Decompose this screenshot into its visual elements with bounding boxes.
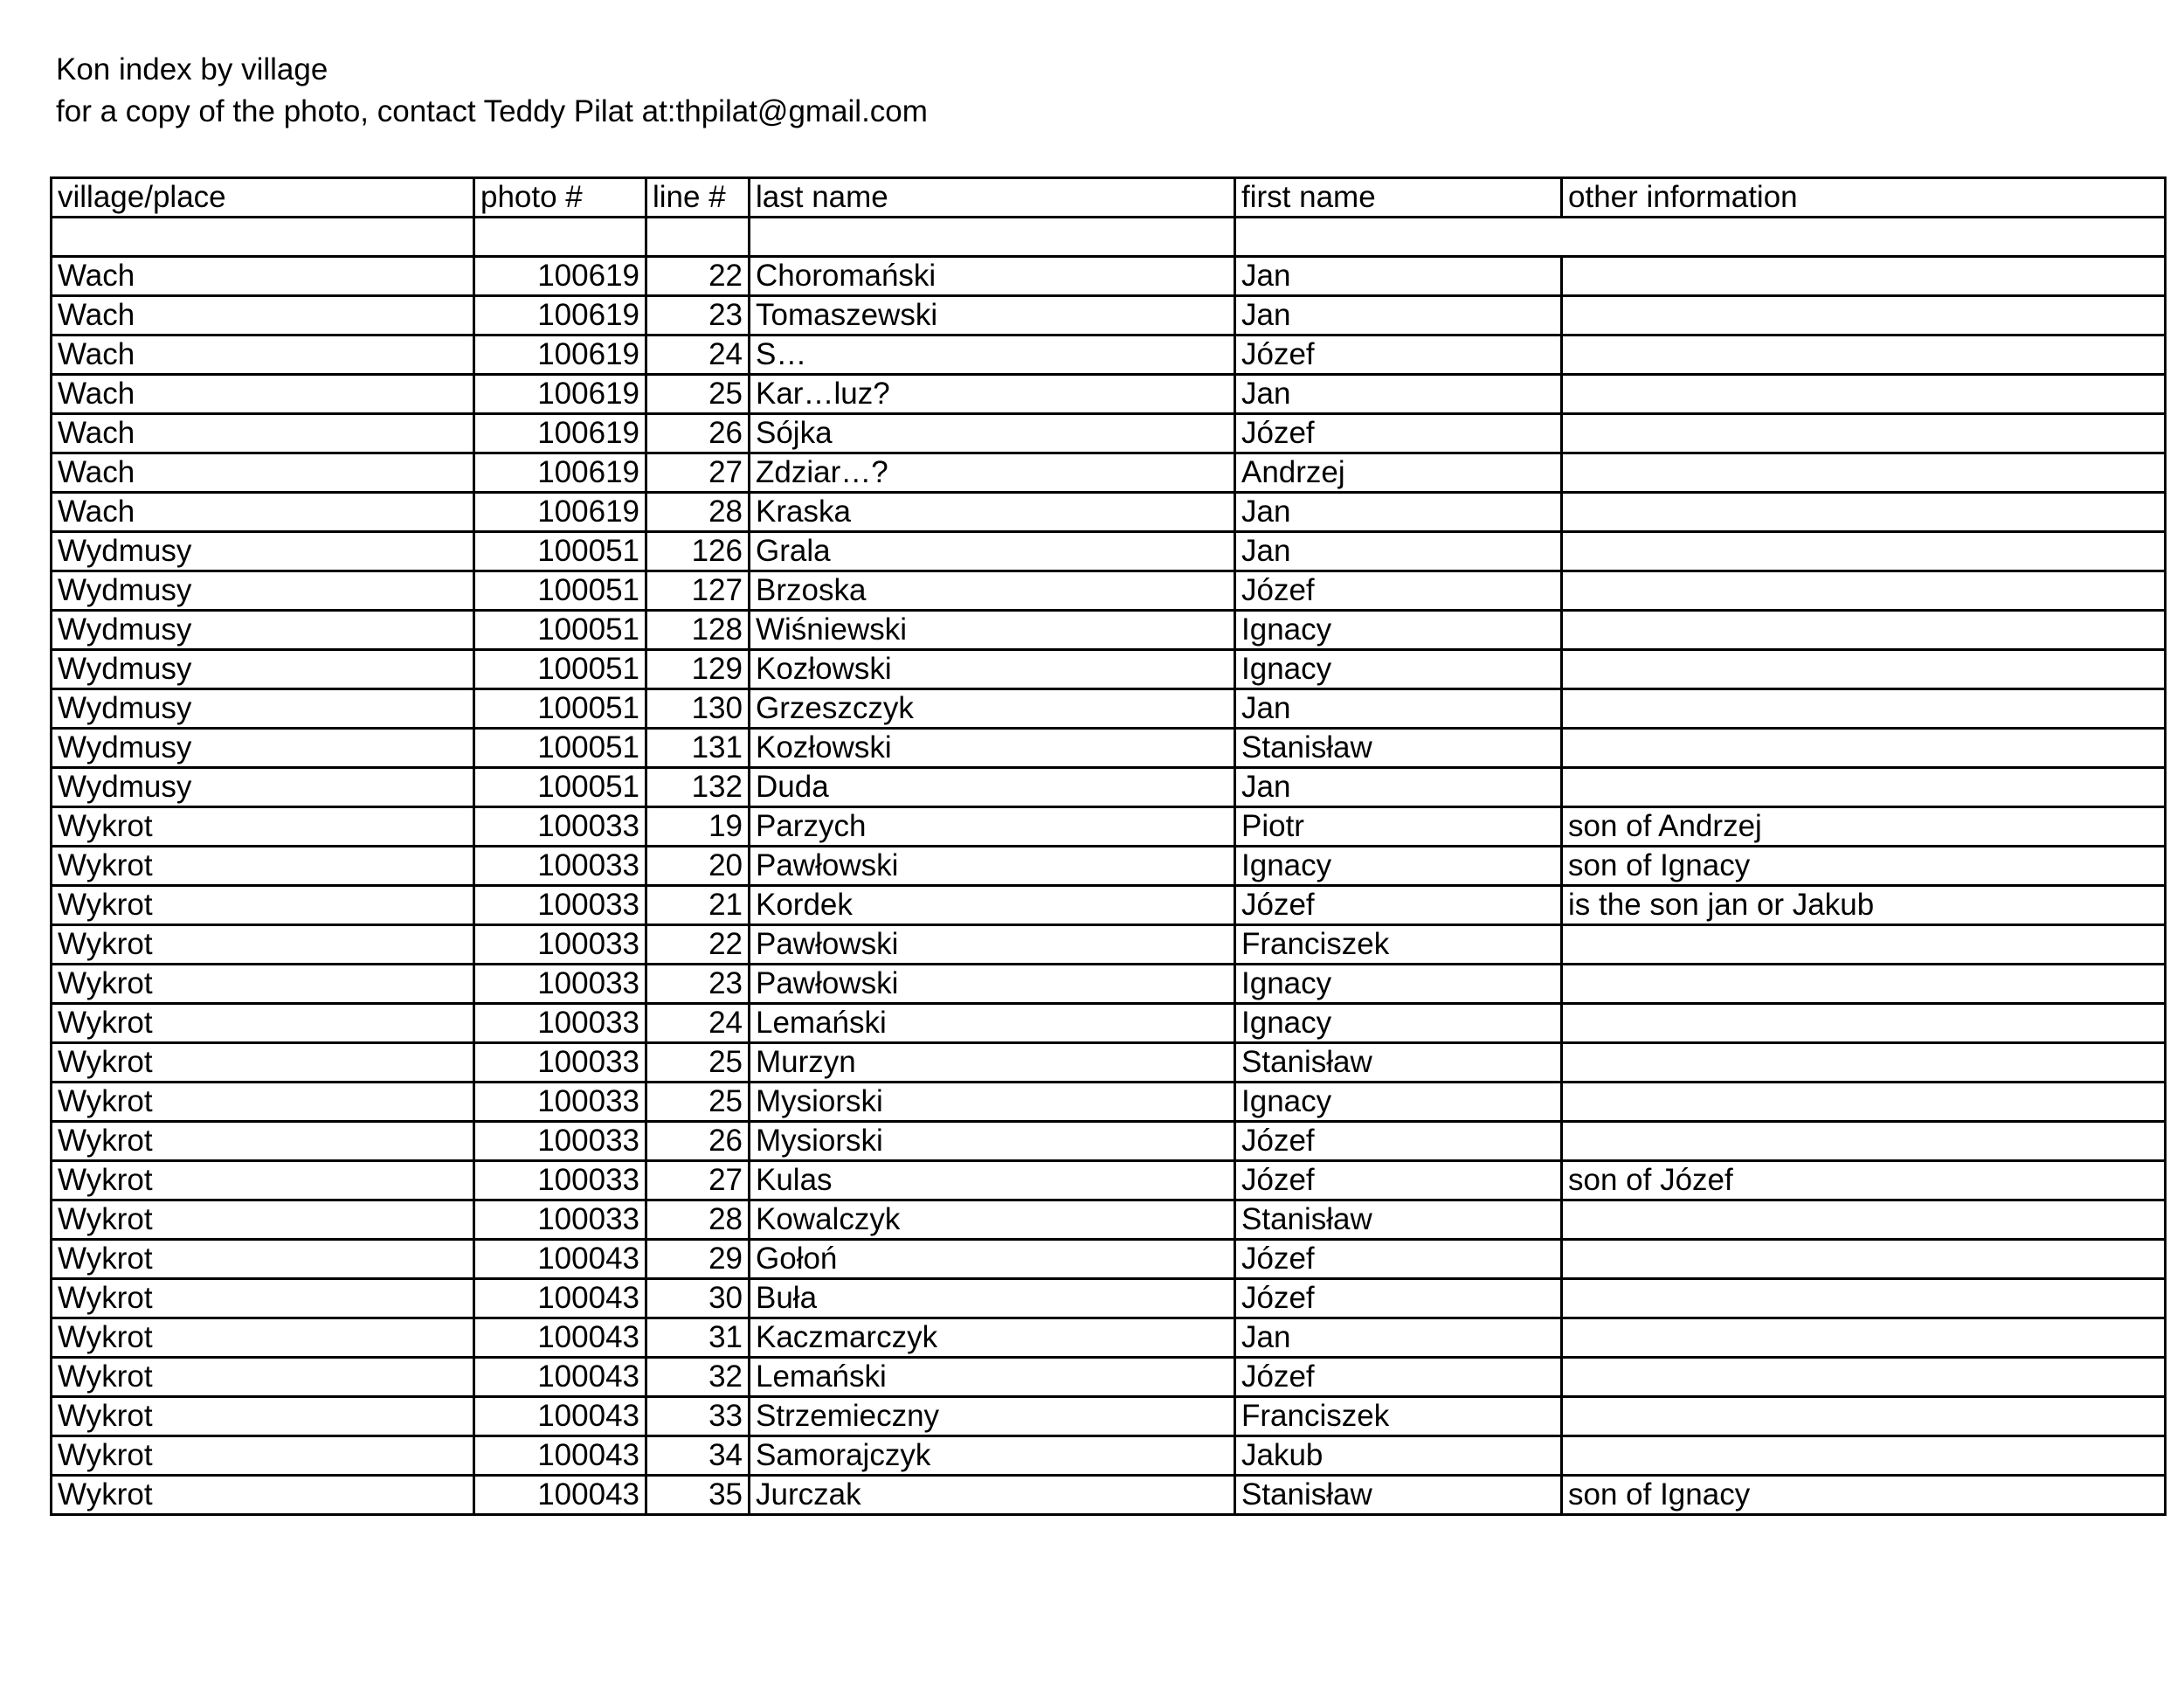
cell-other-information (1562, 571, 2166, 611)
table-row (52, 1004, 2166, 1043)
cell-village: Wydmusy (52, 650, 474, 689)
cell-last-name: Kordek (750, 886, 1235, 925)
table-row (52, 532, 2166, 571)
cell-photo-number: 100619 (474, 414, 646, 453)
cell-other-information (1562, 532, 2166, 571)
cell-photo-number: 100043 (474, 1358, 646, 1397)
cell-last-name: Tomaszewski (750, 296, 1235, 336)
cell-village: Wydmusy (52, 571, 474, 611)
cell-village: Wydmusy (52, 689, 474, 729)
cell-line-number: 20 (646, 847, 750, 886)
cell-last-name: Parzych (750, 807, 1235, 847)
cell-last-name: Choromański (750, 257, 1235, 296)
cell-village: Wykrot (52, 965, 474, 1004)
table-row (52, 414, 2166, 453)
cell-other-information: son of Józef (1562, 1161, 2166, 1200)
cell-line-number: 26 (646, 414, 750, 453)
cell-last-name: Duda (750, 768, 1235, 807)
cell-other-information (1562, 336, 2166, 375)
cell-photo-number: 100051 (474, 768, 646, 807)
table-row (52, 1436, 2166, 1476)
cell-line-number: 27 (646, 1161, 750, 1200)
cell-last-name: Pawłowski (750, 965, 1235, 1004)
cell-line-number: 22 (646, 257, 750, 296)
cell-village: Wykrot (52, 1476, 474, 1515)
cell-last-name: Kaczmarczyk (750, 1318, 1235, 1358)
cell-last-name: Grzeszczyk (750, 689, 1235, 729)
cell-village: Wykrot (52, 1397, 474, 1436)
table-row (52, 729, 2166, 768)
cell-photo-number: 100033 (474, 1161, 646, 1200)
cell-line-number: 22 (646, 925, 750, 965)
cell-last-name: Lemański (750, 1358, 1235, 1397)
blank-row (52, 218, 2166, 257)
cell-other-information (1562, 493, 2166, 532)
header-row (52, 178, 2166, 218)
cell-other-information: son of Andrzej (1562, 807, 2166, 847)
cell-last-name: Jurczak (750, 1476, 1235, 1515)
cell-other-information (1562, 1397, 2166, 1436)
table-row (52, 611, 2166, 650)
cell-photo-number: 100033 (474, 807, 646, 847)
cell-first-name: Stanisław (1235, 729, 1562, 768)
cell-first-name: Józef (1235, 886, 1562, 925)
cell-village: Wach (52, 493, 474, 532)
cell-line-number: 19 (646, 807, 750, 847)
cell-first-name: Józef (1235, 1240, 1562, 1279)
cell-first-name: Józef (1235, 1358, 1562, 1397)
kon-index-table (50, 176, 2167, 1516)
cell-first-name: Jan (1235, 375, 1562, 414)
cell-other-information (1562, 729, 2166, 768)
cell-village: Wykrot (52, 1358, 474, 1397)
cell-photo-number: 100051 (474, 729, 646, 768)
cell-photo-number: 100033 (474, 1200, 646, 1240)
cell-last-name: Murzyn (750, 1043, 1235, 1083)
cell-other-information (1562, 375, 2166, 414)
cell-other-information (1562, 1318, 2166, 1358)
cell-other-information (1562, 296, 2166, 336)
cell-village: Wykrot (52, 1240, 474, 1279)
cell-last-name: Zdziar…? (750, 453, 1235, 493)
cell-village: Wykrot (52, 1161, 474, 1200)
cell-village: Wykrot (52, 1043, 474, 1083)
cell-photo-number: 100043 (474, 1476, 646, 1515)
cell-village: Wykrot (52, 1436, 474, 1476)
cell-village: Wach (52, 453, 474, 493)
table-row (52, 1318, 2166, 1358)
cell-line-number: 126 (646, 532, 750, 571)
cell-line-number: 24 (646, 1004, 750, 1043)
cell-photo-number: 100051 (474, 532, 646, 571)
table-row (52, 1122, 2166, 1161)
table-row (52, 1200, 2166, 1240)
cell-first-name: Andrzej (1235, 453, 1562, 493)
cell-other-information (1562, 1122, 2166, 1161)
cell-last-name: Gołoń (750, 1240, 1235, 1279)
cell-photo-number: 100043 (474, 1436, 646, 1476)
table-body (52, 218, 2166, 1515)
table-row (52, 1397, 2166, 1436)
cell-last-name: Strzemieczny (750, 1397, 1235, 1436)
cell-village: Wydmusy (52, 532, 474, 571)
table-row (52, 296, 2166, 336)
table-row (52, 1043, 2166, 1083)
cell-last-name: Lemański (750, 1004, 1235, 1043)
cell-photo-number: 100033 (474, 1004, 646, 1043)
cell-last-name: Mysiorski (750, 1122, 1235, 1161)
cell-photo-number: 100619 (474, 375, 646, 414)
cell-line-number: 28 (646, 493, 750, 532)
cell-village: Wydmusy (52, 768, 474, 807)
cell-other-information (1562, 257, 2166, 296)
table-row (52, 650, 2166, 689)
cell-line-number: 23 (646, 296, 750, 336)
cell-first-name: Ignacy (1235, 847, 1562, 886)
cell-line-number: 24 (646, 336, 750, 375)
cell-line-number: 130 (646, 689, 750, 729)
cell-line-number: 33 (646, 1397, 750, 1436)
cell-village: Wach (52, 414, 474, 453)
cell-photo-number: 100619 (474, 336, 646, 375)
cell-line-number: 25 (646, 1043, 750, 1083)
cell-village: Wykrot (52, 847, 474, 886)
cell-line-number: 26 (646, 1122, 750, 1161)
cell-line-number: 128 (646, 611, 750, 650)
cell-last-name: Kraska (750, 493, 1235, 532)
cell-first-name: Jan (1235, 768, 1562, 807)
cell-last-name: Kowalczyk (750, 1200, 1235, 1240)
cell-first-name: Ignacy (1235, 650, 1562, 689)
blank-cell (646, 218, 750, 257)
cell-photo-number: 100051 (474, 611, 646, 650)
table-row (52, 689, 2166, 729)
cell-other-information (1562, 1358, 2166, 1397)
cell-other-information (1562, 611, 2166, 650)
cell-line-number: 28 (646, 1200, 750, 1240)
cell-line-number: 131 (646, 729, 750, 768)
cell-line-number: 34 (646, 1436, 750, 1476)
cell-village: Wykrot (52, 807, 474, 847)
cell-photo-number: 100043 (474, 1397, 646, 1436)
cell-photo-number: 100033 (474, 847, 646, 886)
table-row (52, 1083, 2166, 1122)
table-row (52, 886, 2166, 925)
cell-first-name: Jan (1235, 532, 1562, 571)
cell-line-number: 29 (646, 1240, 750, 1279)
cell-last-name: Pawłowski (750, 925, 1235, 965)
cell-other-information: son of Ignacy (1562, 847, 2166, 886)
cell-village: Wydmusy (52, 729, 474, 768)
cell-photo-number: 100033 (474, 965, 646, 1004)
cell-village: Wykrot (52, 1200, 474, 1240)
cell-first-name: Ignacy (1235, 611, 1562, 650)
cell-other-information (1562, 925, 2166, 965)
document-title: Kon index by village (56, 52, 328, 86)
cell-village: Wykrot (52, 886, 474, 925)
cell-last-name: Wiśniewski (750, 611, 1235, 650)
table-row (52, 768, 2166, 807)
table-row (52, 493, 2166, 532)
blank-cell (750, 218, 1235, 257)
cell-photo-number: 100051 (474, 689, 646, 729)
cell-first-name: Franciszek (1235, 1397, 1562, 1436)
cell-first-name: Jan (1235, 1318, 1562, 1358)
cell-other-information: son of Ignacy (1562, 1476, 2166, 1515)
cell-first-name: Ignacy (1235, 1083, 1562, 1122)
blank-cell (52, 218, 474, 257)
column-header-line: line # (646, 178, 750, 218)
cell-other-information (1562, 1004, 2166, 1043)
cell-first-name: Jan (1235, 296, 1562, 336)
cell-village: Wach (52, 336, 474, 375)
cell-photo-number: 100043 (474, 1318, 646, 1358)
cell-photo-number: 100033 (474, 1043, 646, 1083)
cell-other-information (1562, 689, 2166, 729)
cell-first-name: Ignacy (1235, 965, 1562, 1004)
cell-first-name: Jakub (1235, 1436, 1562, 1476)
cell-village: Wykrot (52, 925, 474, 965)
cell-photo-number: 100033 (474, 925, 646, 965)
table-row (52, 1161, 2166, 1200)
cell-first-name: Franciszek (1235, 925, 1562, 965)
column-header-last-name: last name (750, 178, 1235, 218)
blank-cell (1235, 218, 2166, 257)
cell-last-name: Grala (750, 532, 1235, 571)
cell-last-name: Kozłowski (750, 729, 1235, 768)
table-row (52, 336, 2166, 375)
cell-last-name: Kozłowski (750, 650, 1235, 689)
cell-other-information (1562, 1279, 2166, 1318)
cell-village: Wach (52, 257, 474, 296)
cell-line-number: 30 (646, 1279, 750, 1318)
cell-first-name: Józef (1235, 1161, 1562, 1200)
cell-photo-number: 100033 (474, 1122, 646, 1161)
cell-village: Wykrot (52, 1279, 474, 1318)
cell-other-information (1562, 1083, 2166, 1122)
cell-other-information: is the son jan or Jakub (1562, 886, 2166, 925)
cell-village: Wykrot (52, 1122, 474, 1161)
cell-first-name: Józef (1235, 1122, 1562, 1161)
cell-photo-number: 100051 (474, 571, 646, 611)
table-row (52, 1476, 2166, 1515)
cell-photo-number: 100619 (474, 453, 646, 493)
cell-first-name: Stanisław (1235, 1476, 1562, 1515)
cell-first-name: Jan (1235, 257, 1562, 296)
cell-village: Wach (52, 296, 474, 336)
column-header-photo: photo # (474, 178, 646, 218)
cell-first-name: Ignacy (1235, 1004, 1562, 1043)
cell-first-name: Piotr (1235, 807, 1562, 847)
cell-other-information (1562, 768, 2166, 807)
cell-village: Wykrot (52, 1083, 474, 1122)
cell-line-number: 25 (646, 1083, 750, 1122)
cell-line-number: 129 (646, 650, 750, 689)
column-header-other-information: other information (1562, 178, 2166, 218)
cell-last-name: Kar…luz? (750, 375, 1235, 414)
cell-village: Wykrot (52, 1318, 474, 1358)
column-header-village: village/place (52, 178, 474, 218)
table-row (52, 1279, 2166, 1318)
cell-last-name: Samorajczyk (750, 1436, 1235, 1476)
blank-cell (474, 218, 646, 257)
cell-first-name: Józef (1235, 571, 1562, 611)
cell-line-number: 127 (646, 571, 750, 611)
cell-line-number: 25 (646, 375, 750, 414)
cell-last-name: S… (750, 336, 1235, 375)
cell-first-name: Józef (1235, 336, 1562, 375)
table-row (52, 571, 2166, 611)
table-row (52, 1358, 2166, 1397)
cell-village: Wykrot (52, 1004, 474, 1043)
cell-photo-number: 100051 (474, 650, 646, 689)
cell-other-information (1562, 1436, 2166, 1476)
table-row (52, 257, 2166, 296)
cell-photo-number: 100043 (474, 1279, 646, 1318)
cell-first-name: Stanisław (1235, 1200, 1562, 1240)
cell-other-information (1562, 453, 2166, 493)
cell-photo-number: 100033 (474, 1083, 646, 1122)
cell-line-number: 23 (646, 965, 750, 1004)
cell-other-information (1562, 1240, 2166, 1279)
cell-other-information (1562, 1200, 2166, 1240)
cell-first-name: Józef (1235, 1279, 1562, 1318)
table-row (52, 1240, 2166, 1279)
table-row (52, 965, 2166, 1004)
document-header (56, 49, 928, 133)
cell-village: Wach (52, 375, 474, 414)
table-row (52, 925, 2166, 965)
cell-other-information (1562, 650, 2166, 689)
cell-other-information (1562, 1043, 2166, 1083)
table-row (52, 375, 2166, 414)
cell-line-number: 32 (646, 1358, 750, 1397)
cell-last-name: Kulas (750, 1161, 1235, 1200)
cell-line-number: 27 (646, 453, 750, 493)
cell-photo-number: 100619 (474, 493, 646, 532)
cell-first-name: Stanisław (1235, 1043, 1562, 1083)
cell-photo-number: 100033 (474, 886, 646, 925)
cell-photo-number: 100619 (474, 296, 646, 336)
cell-line-number: 132 (646, 768, 750, 807)
cell-last-name: Buła (750, 1279, 1235, 1318)
cell-other-information (1562, 965, 2166, 1004)
cell-photo-number: 100043 (474, 1240, 646, 1279)
table-row (52, 453, 2166, 493)
cell-photo-number: 100619 (474, 257, 646, 296)
cell-other-information (1562, 414, 2166, 453)
cell-line-number: 21 (646, 886, 750, 925)
cell-first-name: Jan (1235, 689, 1562, 729)
cell-last-name: Brzoska (750, 571, 1235, 611)
cell-first-name: Jan (1235, 493, 1562, 532)
cell-last-name: Sójka (750, 414, 1235, 453)
cell-line-number: 31 (646, 1318, 750, 1358)
contact-note: for a copy of the photo, contact Teddy Pilat at:thpilat@gmail.com (56, 94, 928, 128)
column-header-first-name: first name (1235, 178, 1562, 218)
table-row (52, 807, 2166, 847)
cell-first-name: Józef (1235, 414, 1562, 453)
cell-last-name: Pawłowski (750, 847, 1235, 886)
cell-village: Wydmusy (52, 611, 474, 650)
cell-last-name: Mysiorski (750, 1083, 1235, 1122)
cell-line-number: 35 (646, 1476, 750, 1515)
table-row (52, 847, 2166, 886)
